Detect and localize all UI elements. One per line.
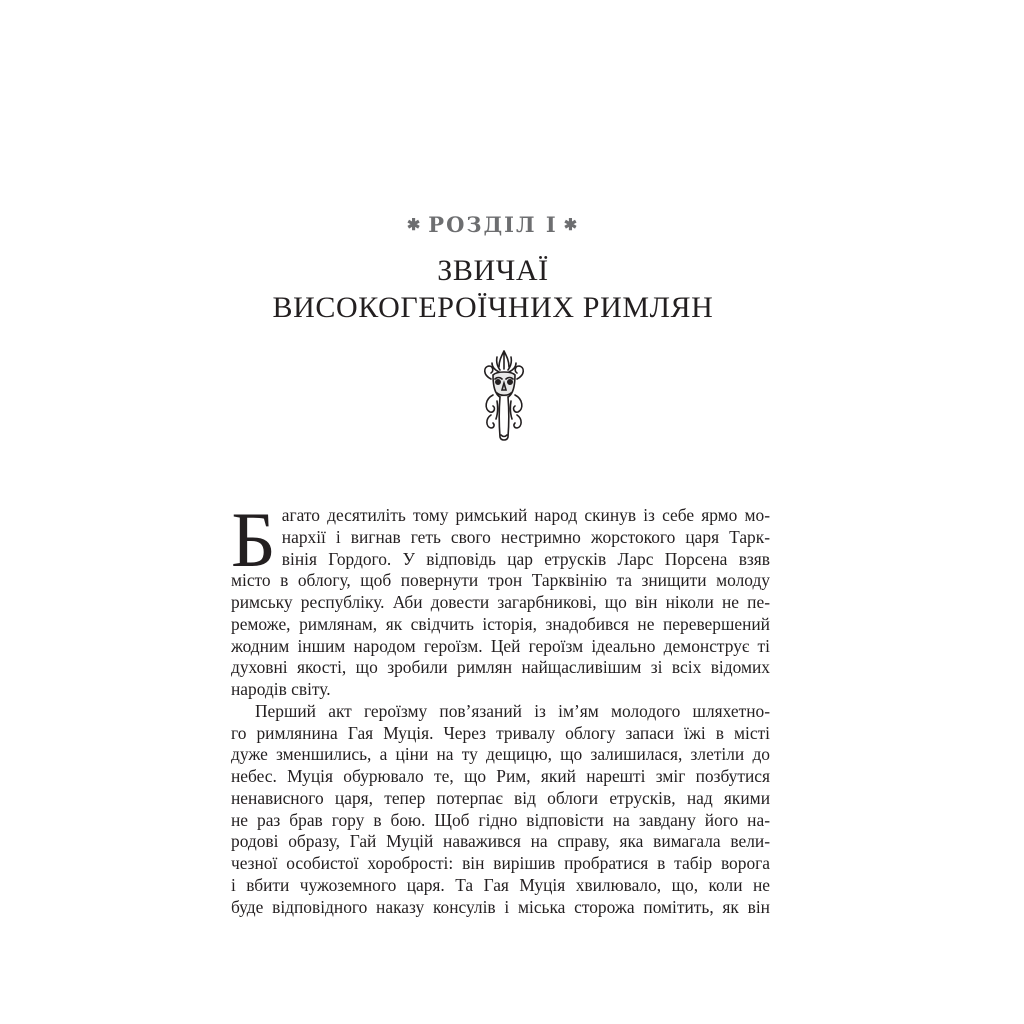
text-line: чезної особистої хоробрості: він вирішив пробратися в табір ворога (231, 853, 770, 873)
text-line: Перший акт героїзму пов’язаний із ім’ям молодого шляхетно- (255, 700, 770, 721)
grotesque-mask-ornament-icon (479, 349, 529, 444)
text-line: і вбити чужоземного царя. Та Гая Муція хвилювало, що, коли не (231, 874, 770, 895)
chapter-title (0, 252, 986, 326)
chapter-body (231, 496, 770, 918)
text-line: місто в облогу, щоб повернути трон Тарквінію та знищити молоду (231, 570, 770, 591)
text-line: реможе, римлянам, як свідчить історія, знадобився не перевершений (231, 613, 770, 634)
text-line: ненависного царя, тепер потерпає від облоги етрусків, над якими (231, 787, 770, 808)
text-line: родові образу, Гай Муцій наважився на справу, яка вимагала вели- (231, 831, 770, 852)
chapter-number: РОЗДІЛ І (428, 212, 558, 237)
chapter-title-line-1: ЗВИЧАЇ (437, 254, 549, 287)
text-line: буде відповідного наказу консулів і міська сторожа помітить, як він (231, 896, 770, 917)
text-line: римську республіку. Аби довести загарбникові, що він ніколи не пе- (231, 592, 770, 612)
asterisk-ornament-icon: ✱ (406, 215, 423, 234)
chapter-title-line-2: ВИСОКОГЕРОЇЧНИХ РИМЛЯН (272, 291, 714, 324)
text-line: го римлянина Гая Муція. Через тривалу облогу запаси їжі в місті (231, 722, 770, 743)
text-line: не раз брав гору в бою. Щоб гідно відповісти на завдану його на- (231, 809, 770, 830)
text-line: агато десятиліть тому римський народ скинув із себе ярмо мо- (281, 505, 770, 525)
text-line: духовні якості, що зробили римлян найщасливішим зі всіх відомих (231, 657, 770, 678)
text-line: небес. Муція обурювало те, що Рим, який нарешті зміг позбутися (231, 766, 770, 786)
text-line: дуже зменшились, а ціни на ту дещицю, що залишилася, злетіли до (231, 744, 770, 765)
text-line: нархії і вигнав геть свого нестримно жорстокого царя Тарк- (281, 526, 770, 547)
text-line: жодним іншим народом героїзм. Цей героїзм ідеально демонструє ті (231, 635, 770, 656)
paragraph-2 (231, 701, 770, 919)
drop-cap: Б (231, 496, 276, 583)
paragraph-1 (231, 496, 770, 701)
text-line: народів світу. (231, 679, 331, 699)
text-line: вінія Гордого. У відповідь цар етрусків Ларс Порсена взяв (281, 548, 770, 569)
chapter-label (0, 212, 986, 237)
asterisk-ornament-icon: ✱ (563, 215, 580, 234)
